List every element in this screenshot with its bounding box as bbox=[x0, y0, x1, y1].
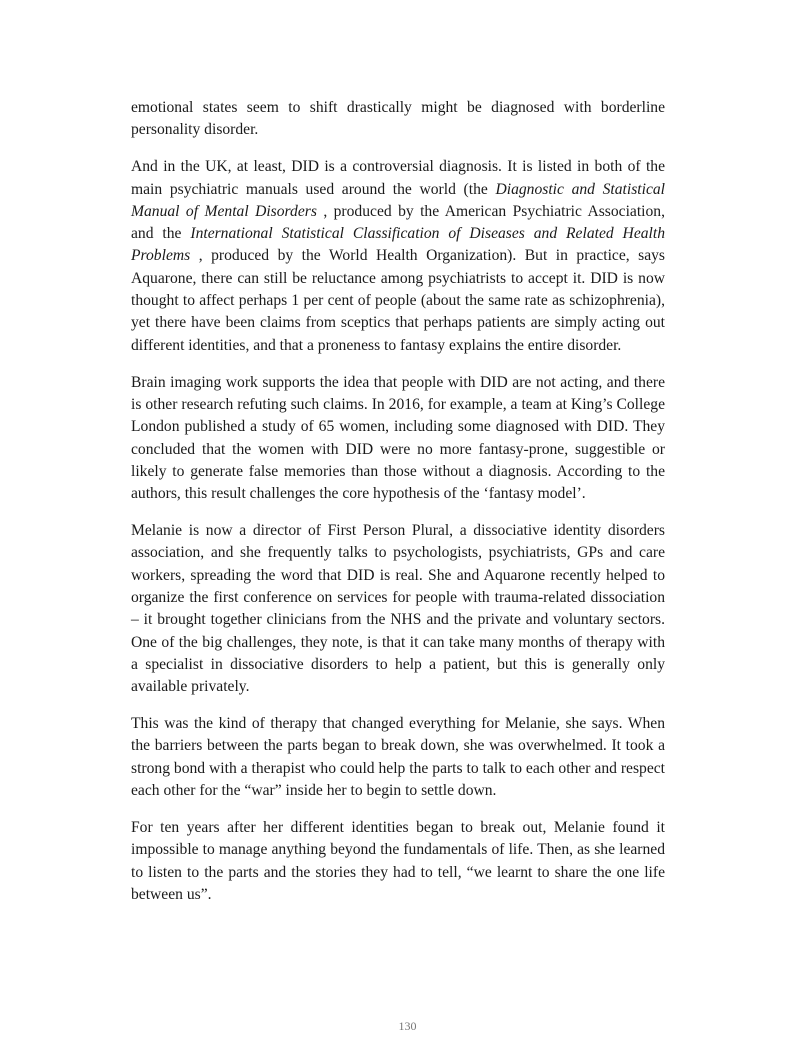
text-run: For ten years after her different identities began to break out, Melanie found it impossible to manage anything beyond the fundamentals of life. Then, as she learned to listen to the parts and the stories they had to tell, “we learnt to share the one life between us”. bbox=[131, 819, 665, 903]
text-run: , produced by the American Psychiatric Association, and the bbox=[131, 202, 665, 243]
document-body bbox=[131, 97, 665, 921]
text-run: And in the UK, at least, DID is a controversial diagnosis. It is listed in both of the main psychiatric manuals used around the world (the bbox=[131, 158, 665, 198]
text-run: emotional states seem to shift drastically might be diagnosed with borderline personality disorder. bbox=[131, 99, 665, 139]
text-run: This was the kind of therapy that changed everything for Melanie, she says. When the barriers between the parts began to break down, she was overwhelmed. It took a strong bond with a therapist who could help the parts to talk to each other and respect each other for the “war” inside her to begin to settle down. bbox=[131, 715, 665, 800]
text-run: Melanie is now a director of First Person Plural, a dissociative identity disorders association, and she frequently talks to psychologists, psychiatrists, GPs and care workers, spreading the word that DID is real. She and Aquarone recently helped to organize the first conference on services for people with trauma-related dissociation – it brought together clinicians from the NHS and the private and voluntary sectors. One of the big challenges, they note, is that it can take many months of therapy with a specialist in dissociative disorders to help a patient, but this is generally only available privately. bbox=[131, 522, 665, 696]
text-run: , produced by the World Health Organization). But in practice, says Aquarone, there can still be reluctance among psychiatrists to accept it. DID is now thought to affect perhaps 1 per cent of people (about the same rate as schizophrenia), yet there have been claims from sceptics that perhaps patients are simply acting out different identities, and that a proneness to fantasy explains the entire disorder. bbox=[131, 247, 665, 354]
paragraph bbox=[131, 817, 665, 906]
italic-title: International Statistical Classification of Diseases and Related Health Problems bbox=[131, 225, 665, 265]
paragraph bbox=[131, 713, 665, 802]
paragraph bbox=[131, 97, 665, 142]
paragraph bbox=[131, 372, 665, 506]
paragraph bbox=[131, 156, 665, 357]
text-run: Brain imaging work supports the idea that people with DID are not acting, and there is other research refuting such claims. In 2016, for example, a team at King’s College London published a study of 65 women, including some diagnosed with DID. They concluded that the women with DID were no more fantasy-prone, suggestible or likely to generate false memories than those without a diagnosis. According to the authors, this result challenges the core hypothesis of the ‘fantasy model’. bbox=[131, 373, 665, 503]
page-number: 130 bbox=[398, 1019, 417, 1033]
paragraph bbox=[131, 520, 665, 698]
italic-title: Diagnostic and Statistical Manual of Mental Disorders bbox=[131, 180, 666, 220]
